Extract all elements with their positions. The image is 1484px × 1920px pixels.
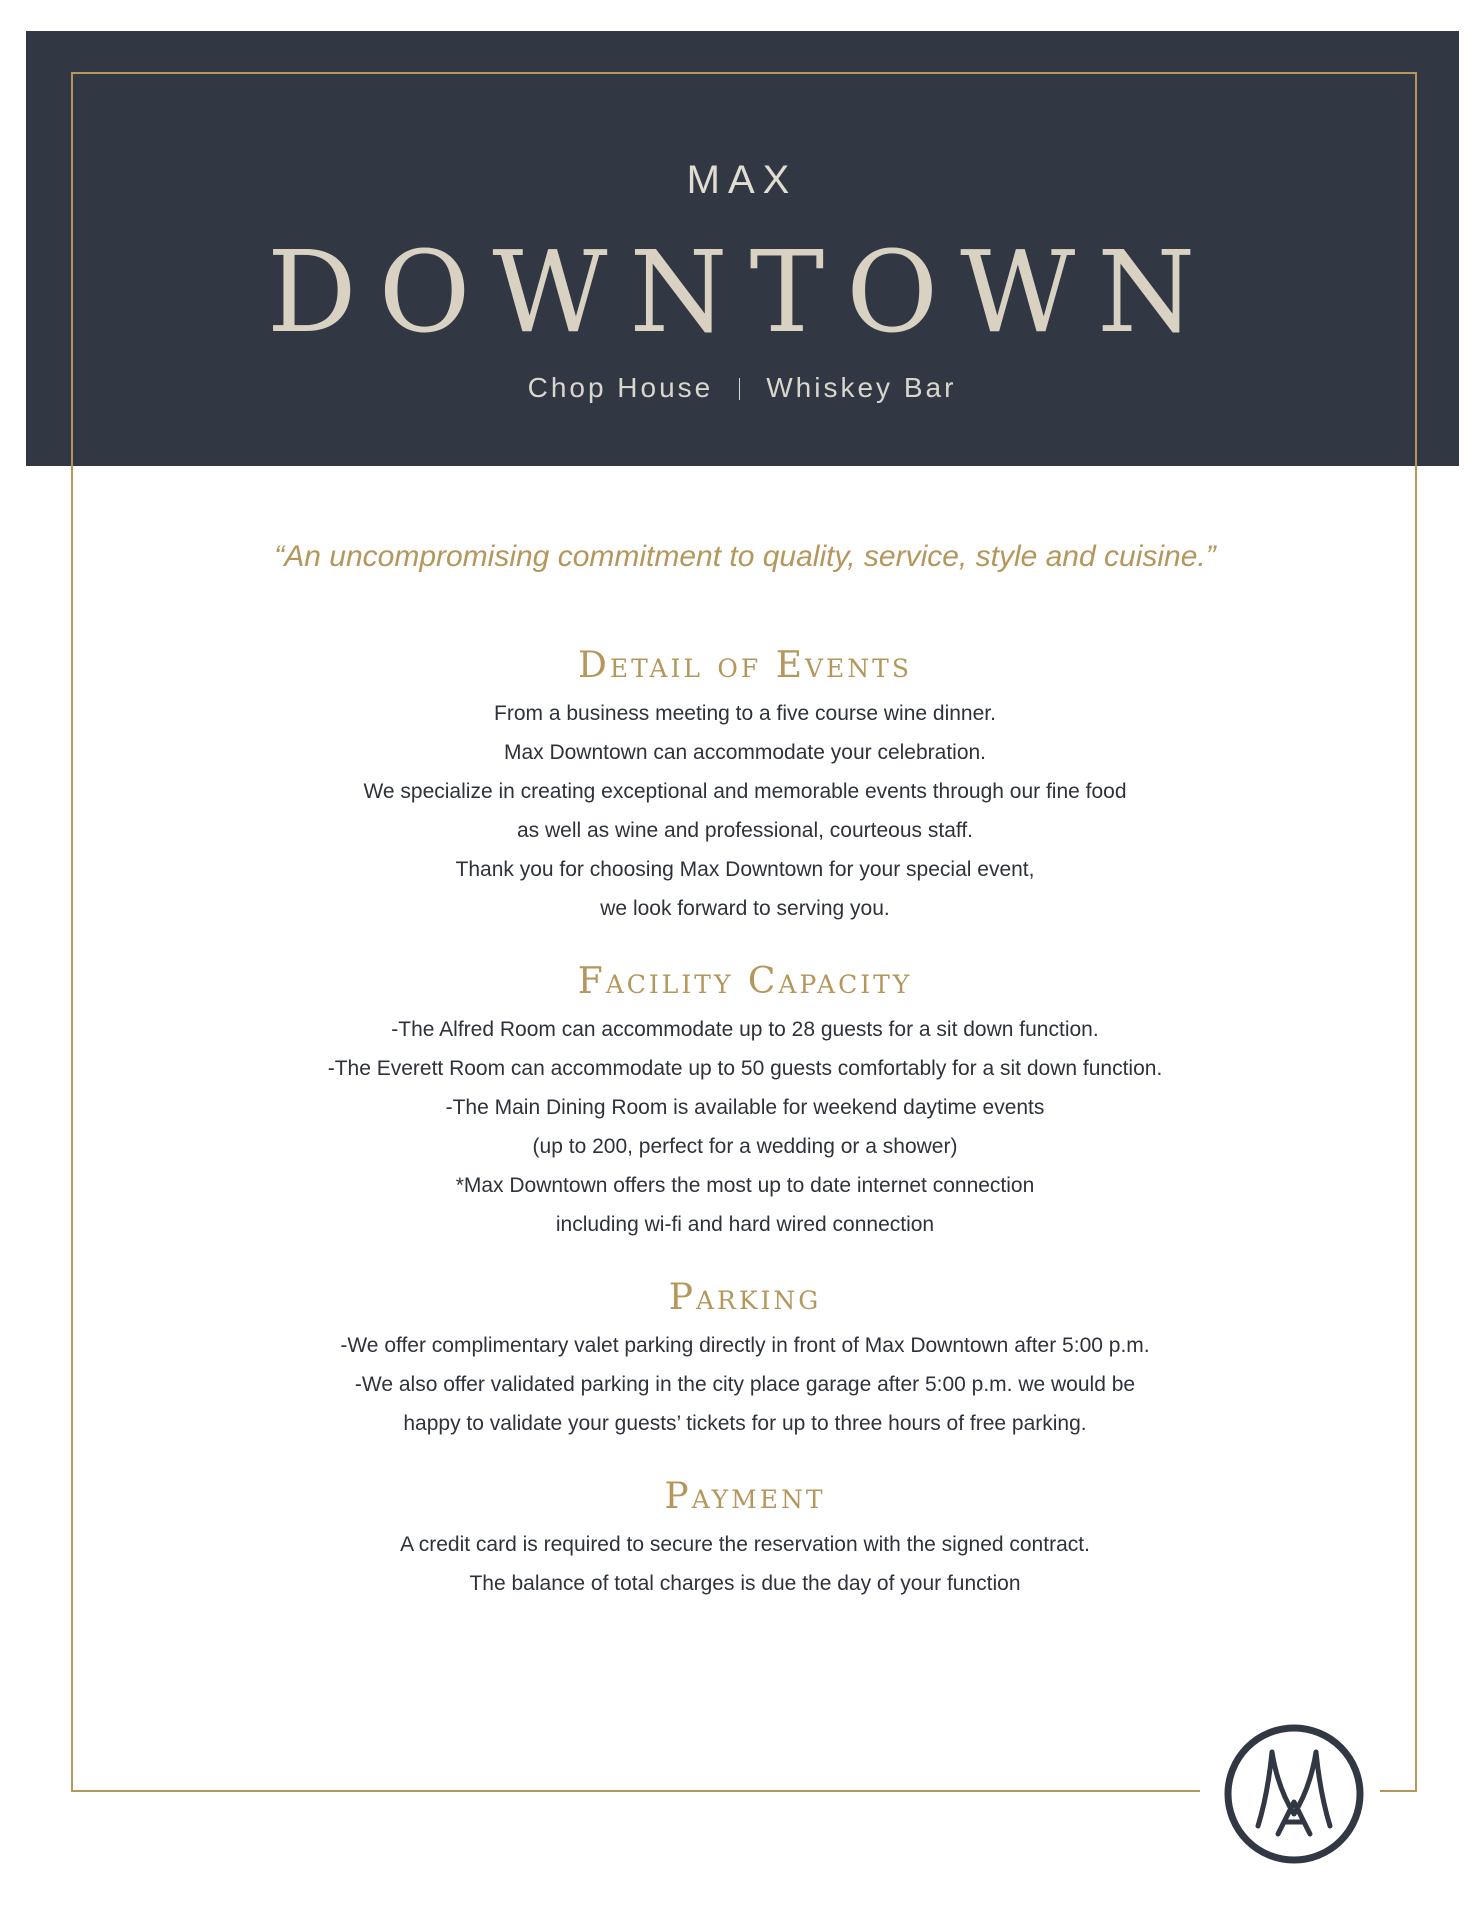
section-line: We specialize in creating exceptional and memorable events through our fine food bbox=[363, 780, 1127, 803]
section-line: happy to validate your guests’ tickets for up to three hours of free parking. bbox=[403, 1412, 1087, 1435]
content-area bbox=[100, 540, 1390, 1639]
brand-tagline bbox=[0, 372, 1484, 404]
motto: “An uncompromising commitment to quality, service, style and cuisine.” bbox=[274, 540, 1216, 573]
section-detail-of-events bbox=[100, 645, 1390, 928]
section-line: (up to 200, perfect for a wedding or a shower) bbox=[532, 1135, 958, 1158]
section-line: A credit card is required to secure the reservation with the signed contract. bbox=[400, 1533, 1090, 1556]
section-line: The balance of total charges is due the day of your function bbox=[469, 1572, 1021, 1595]
section-line: as well as wine and professional, courteous staff. bbox=[516, 819, 974, 842]
section-title: Detail of Events bbox=[578, 645, 912, 686]
section-parking bbox=[100, 1277, 1390, 1443]
tagline-divider bbox=[739, 378, 740, 400]
section-line: -The Alfred Room can accommodate up to 28 guests for a sit down function. bbox=[391, 1018, 1099, 1041]
section-line: Thank you for choosing Max Downtown for your special event, bbox=[455, 858, 1035, 881]
section-line: -We offer complimentary valet parking directly in front of Max Downtown after 5:00 p.m. bbox=[340, 1334, 1150, 1357]
section-line: -We also offer validated parking in the city place garage after 5:00 p.m. we would be bbox=[354, 1373, 1136, 1396]
section-title: Payment bbox=[664, 1476, 826, 1517]
section-line: -The Everett Room can accommodate up to 50 guests comfortably for a sit down function. bbox=[327, 1057, 1163, 1080]
section-line: including wi-fi and hard wired connection bbox=[555, 1213, 935, 1236]
tagline-whiskey-bar: Whiskey Bar bbox=[766, 372, 957, 403]
section-title: Facility Capacity bbox=[577, 961, 913, 1002]
brand-name-top: MAX bbox=[686, 158, 798, 202]
section-line: -The Main Dining Room is available for weekend daytime events bbox=[445, 1096, 1045, 1119]
section-line: we look forward to serving you. bbox=[600, 897, 890, 920]
section-payment bbox=[100, 1476, 1390, 1603]
tagline-chop-house: Chop House bbox=[527, 372, 714, 403]
section-facility-capacity bbox=[100, 961, 1390, 1244]
section-line: *Max Downtown offers the most up to date internet connection bbox=[455, 1174, 1035, 1197]
section-line: From a business meeting to a five course wine dinner. bbox=[494, 702, 996, 725]
section-line: Max Downtown can accommodate your celebration. bbox=[503, 741, 987, 764]
brand-name-main: DOWNTOWN bbox=[266, 228, 1218, 358]
max-monogram-icon bbox=[1222, 1722, 1366, 1866]
section-title: Parking bbox=[668, 1277, 822, 1318]
